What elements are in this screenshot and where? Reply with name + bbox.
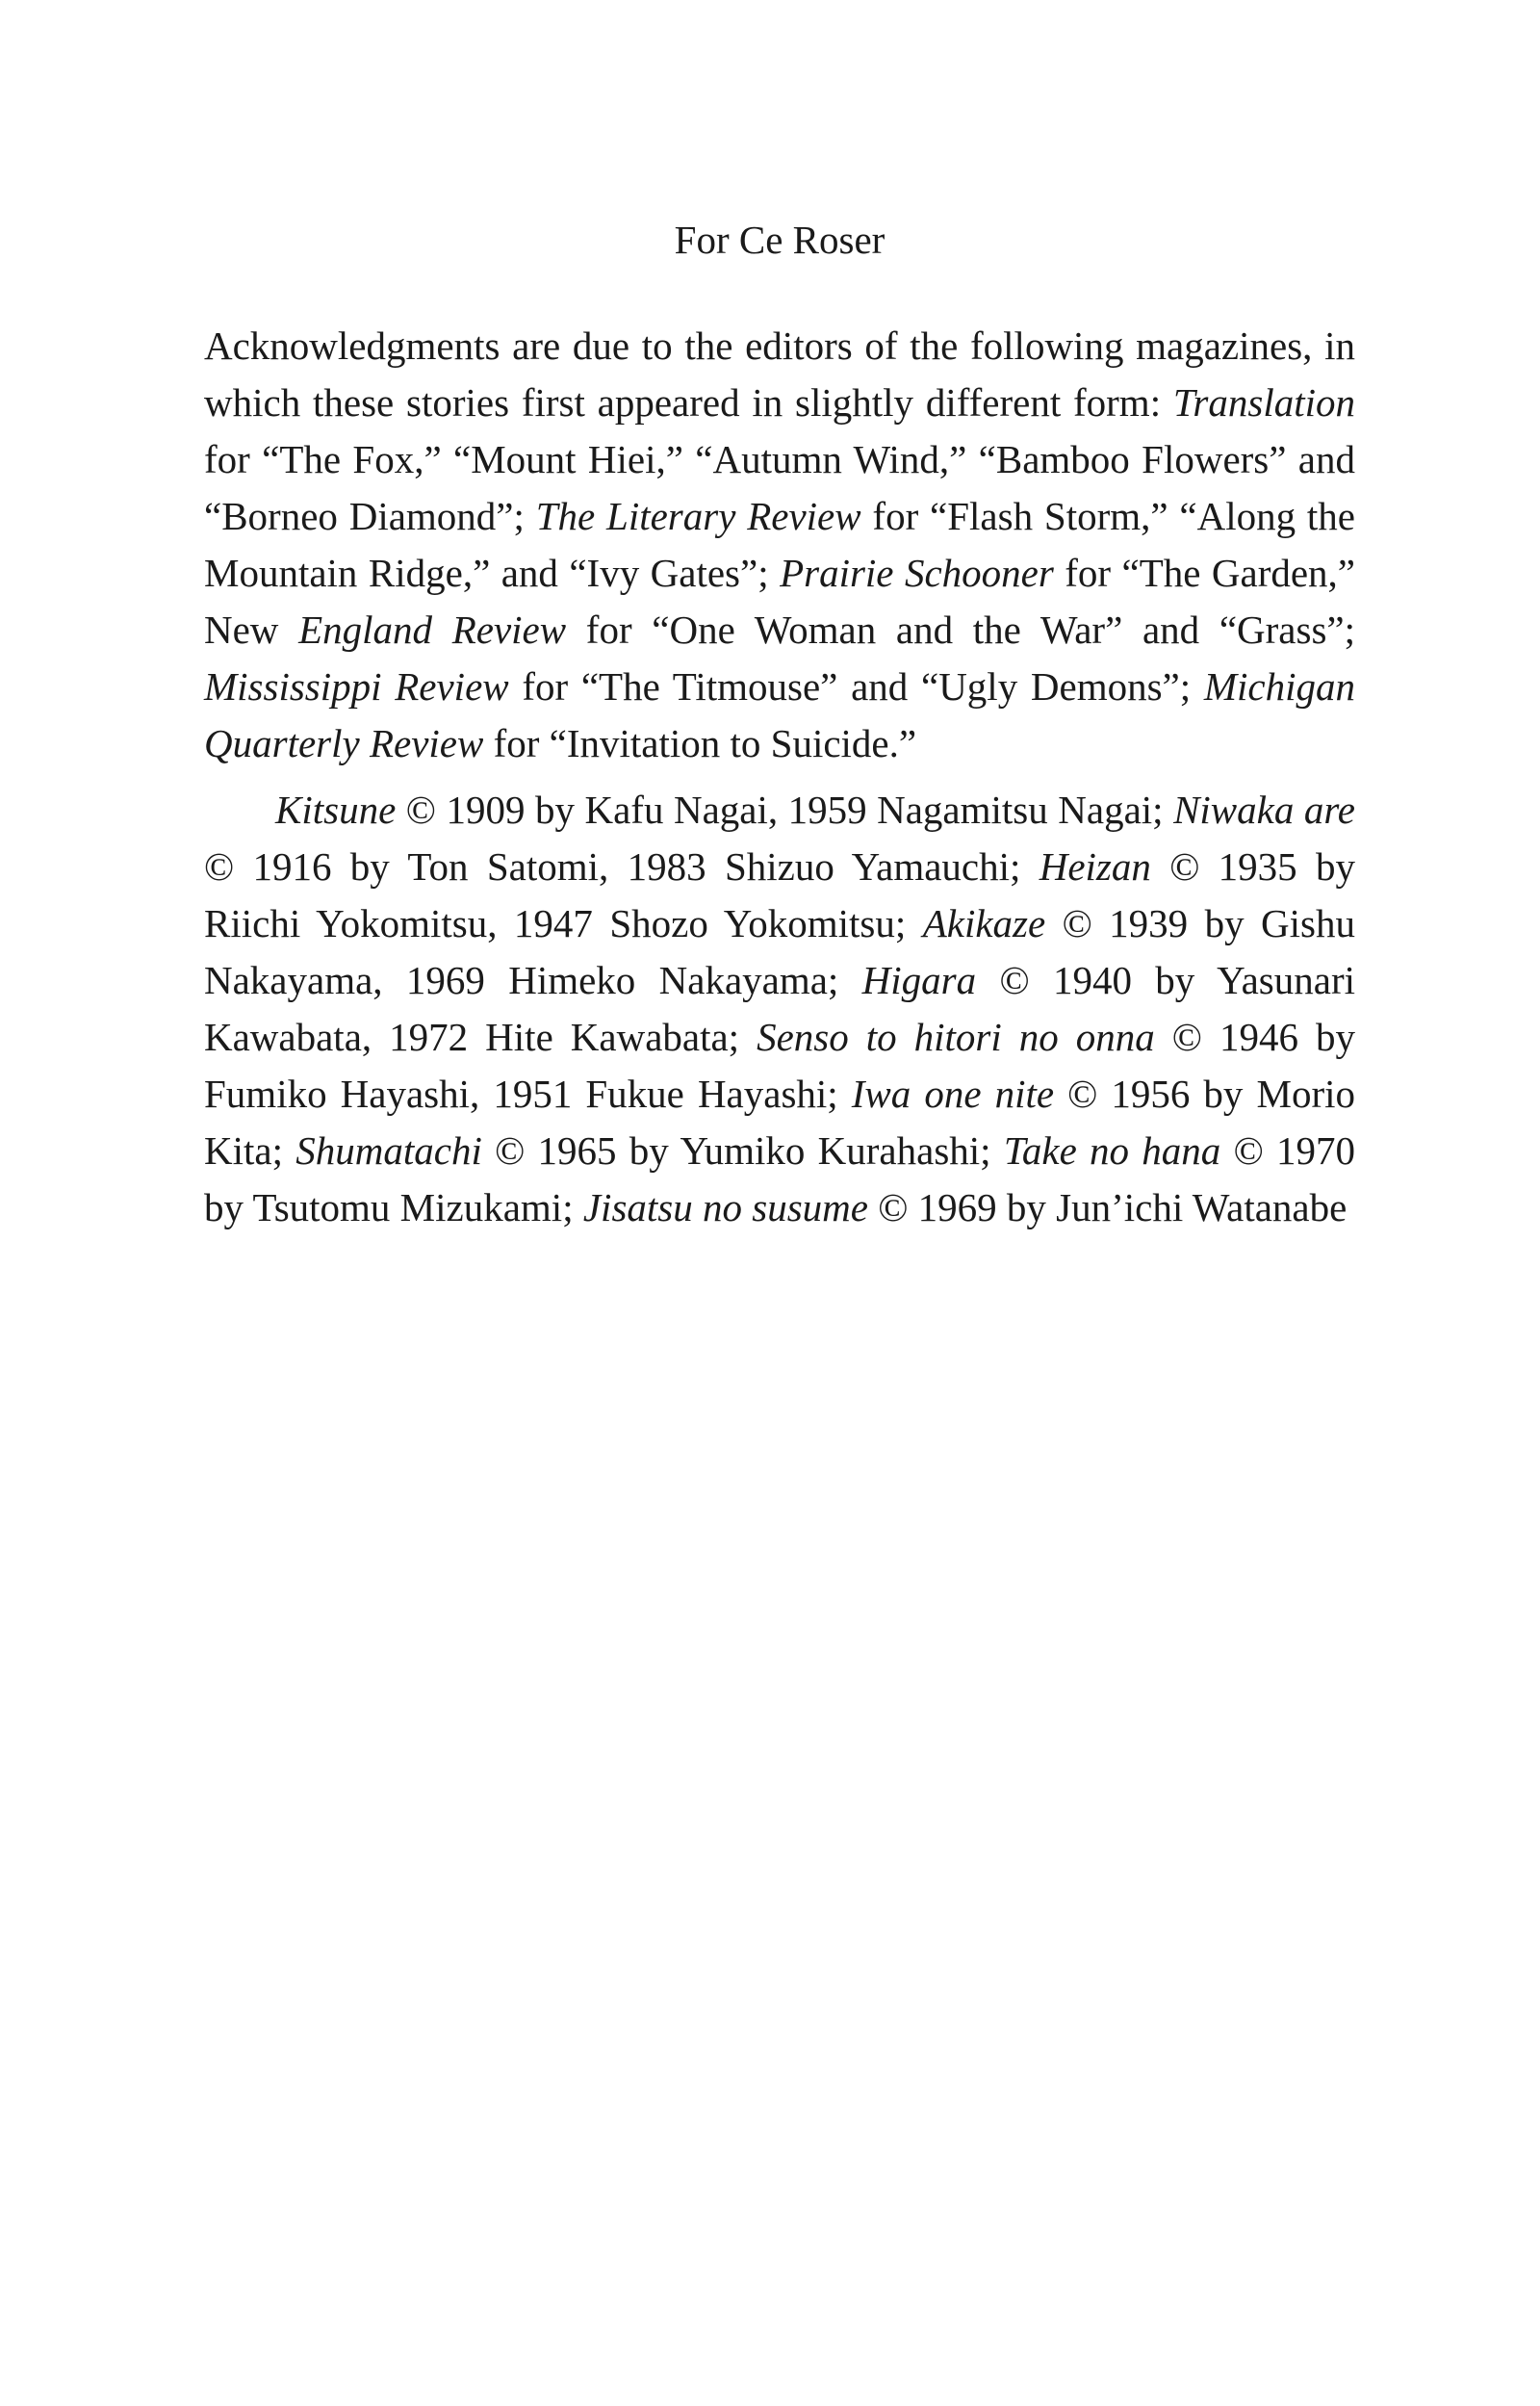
ack-text: Acknowledgments are due to the editors of the following magazines, in which these stories first appeared in slightly different form: [204,323,1355,425]
copyright-text: © 1946 by Fumiko Hayashi, 1951 Fukue Hayashi; [204,1015,1355,1116]
copyright-text: © 1909 by Kafu Nagai, 1959 Nagamitsu Nagai; [396,788,1174,832]
copyright-text: © 1956 by Morio Kita; [204,1072,1355,1173]
work-title: Higara [861,958,977,1002]
work-title: Take no hana [1003,1128,1221,1173]
ack-text: for “Invitation to Suicide.” [483,721,917,765]
magazine-title: Prairie Schooner [780,551,1054,595]
copyright-text: © 1916 by Ton Satomi, 1983 Shizuo Yamauchi; [204,844,1040,889]
work-title: Akikaze [922,901,1046,945]
work-title: Jisatsu no susume [582,1185,868,1229]
acknowledgments-paragraph [204,318,1355,772]
copyright-paragraph [204,782,1355,1236]
work-title: Senso to hitori no onna [757,1015,1155,1059]
copyright-text: © 1939 by Gishu Nakayama, 1969 Himeko Nakayama; [204,901,1355,1002]
work-title: Niwaka are [1173,788,1355,832]
work-title: Kitsune [275,788,397,832]
magazine-title: England Review [298,608,567,652]
work-title: Heizan [1039,844,1151,889]
ack-text: for “Flash Storm,” “Along the Mountain Ridge,” and “Ivy Gates”; [204,494,1355,595]
copyright-text: © 1935 by Riichi Yokomitsu, 1947 Shozo Yokomitsu; [204,844,1356,945]
work-title: Shumatachi [295,1128,482,1173]
magazine-title: Translation [1172,380,1355,425]
ack-text: for “One Woman and the War” and “Grass”; [566,608,1355,652]
copyright-text: © 1969 by Jun’ichi Watanabe [867,1185,1348,1229]
copyright-text: © 1965 by Yumiko Kurahashi; [481,1128,1004,1173]
work-title: Iwa one nite [851,1072,1055,1116]
ack-text: for “The Garden,” New [204,551,1356,652]
ack-text: for “The Titmouse” and “Ugly Demons”; [508,664,1204,709]
dedication: For Ce Roser [674,218,886,262]
copyright-text: © 1940 by Yasunari Kawabata, 1972 Hite Kawabata; [204,958,1355,1059]
copyright-page [204,212,1355,1236]
magazine-title: The Literary Review [535,494,861,538]
ack-text: for “The Fox,” “Mount Hiei,” “Autumn Wind,” “Bamboo Flowers” and “Borneo Diamond”; [204,437,1355,538]
copyright-text: © 1970 by Tsutomu Mizukami; [204,1128,1355,1229]
magazine-title: Mississippi Review [204,664,509,709]
magazine-title: Michigan Quarterly Review [204,664,1355,765]
